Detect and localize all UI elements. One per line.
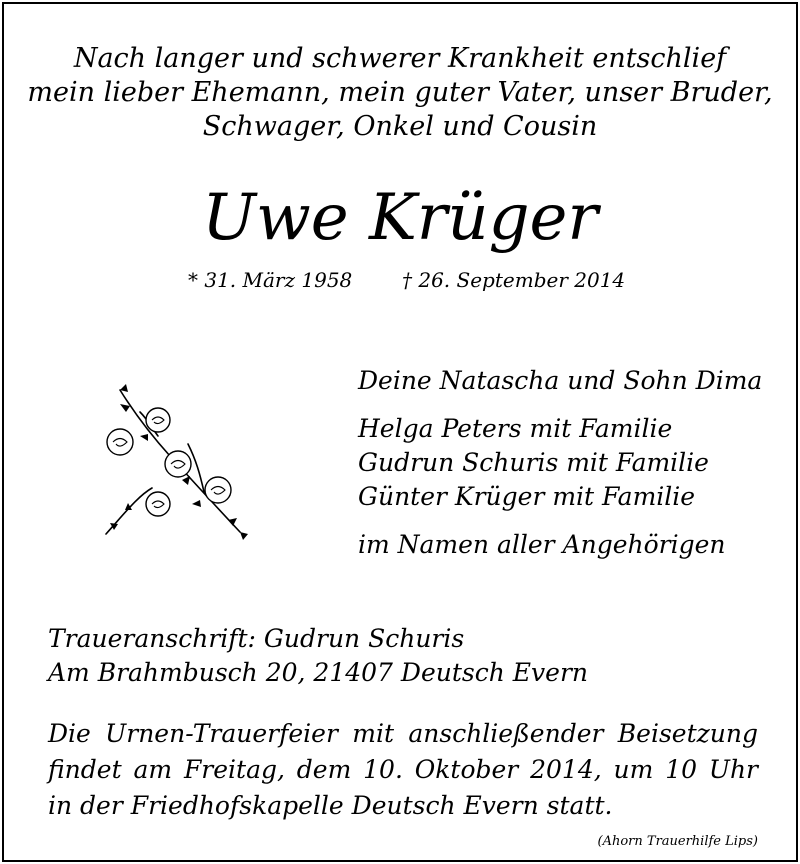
mourner-line: im Namen aller Angehörigen <box>358 530 726 559</box>
mourning-address-label: Traueranschrift: Gudrun Schuris <box>48 624 465 653</box>
death-date: † 26. September 2014 <box>402 268 626 292</box>
mourner-line: Günter Krüger mit Familie <box>358 482 696 511</box>
birth-date: * 31. März 1958 <box>188 268 353 292</box>
mourning-address-street: Am Brahmbusch 20, 21407 Deutsch Evern <box>48 658 588 687</box>
service-line-1: Die Urnen-Trauerfeier mit anschließender Beisetzung <box>48 719 758 748</box>
funeral-home-credit: (Ahorn Trauerhilfe Lips) <box>597 834 758 849</box>
intro-text <box>4 42 796 144</box>
service-announcement <box>48 716 758 824</box>
service-line-2: findet am Freitag, dem 10. Oktober 2014, um 10 Uhr <box>48 755 758 784</box>
intro-line-2: mein lieber Ehemann, mein guter Vater, unser Bruder, <box>27 77 773 108</box>
deceased-name: Uwe Krüger <box>202 181 598 255</box>
intro-line-3: Schwager, Onkel und Cousin <box>202 111 598 142</box>
service-line-3: in der Friedhofskapelle Deutsch Evern statt. <box>48 791 613 820</box>
intro-line-1: Nach langer und schwerer Krankheit entschlief <box>73 43 727 74</box>
mourner-line: Gudrun Schuris mit Familie <box>358 448 709 477</box>
mourner-line: Deine Natascha und Sohn Dima <box>358 366 763 395</box>
obituary-card <box>2 2 798 862</box>
rose-branch-icon <box>100 384 260 540</box>
mourner-line: Helga Peters mit Familie <box>358 414 673 443</box>
